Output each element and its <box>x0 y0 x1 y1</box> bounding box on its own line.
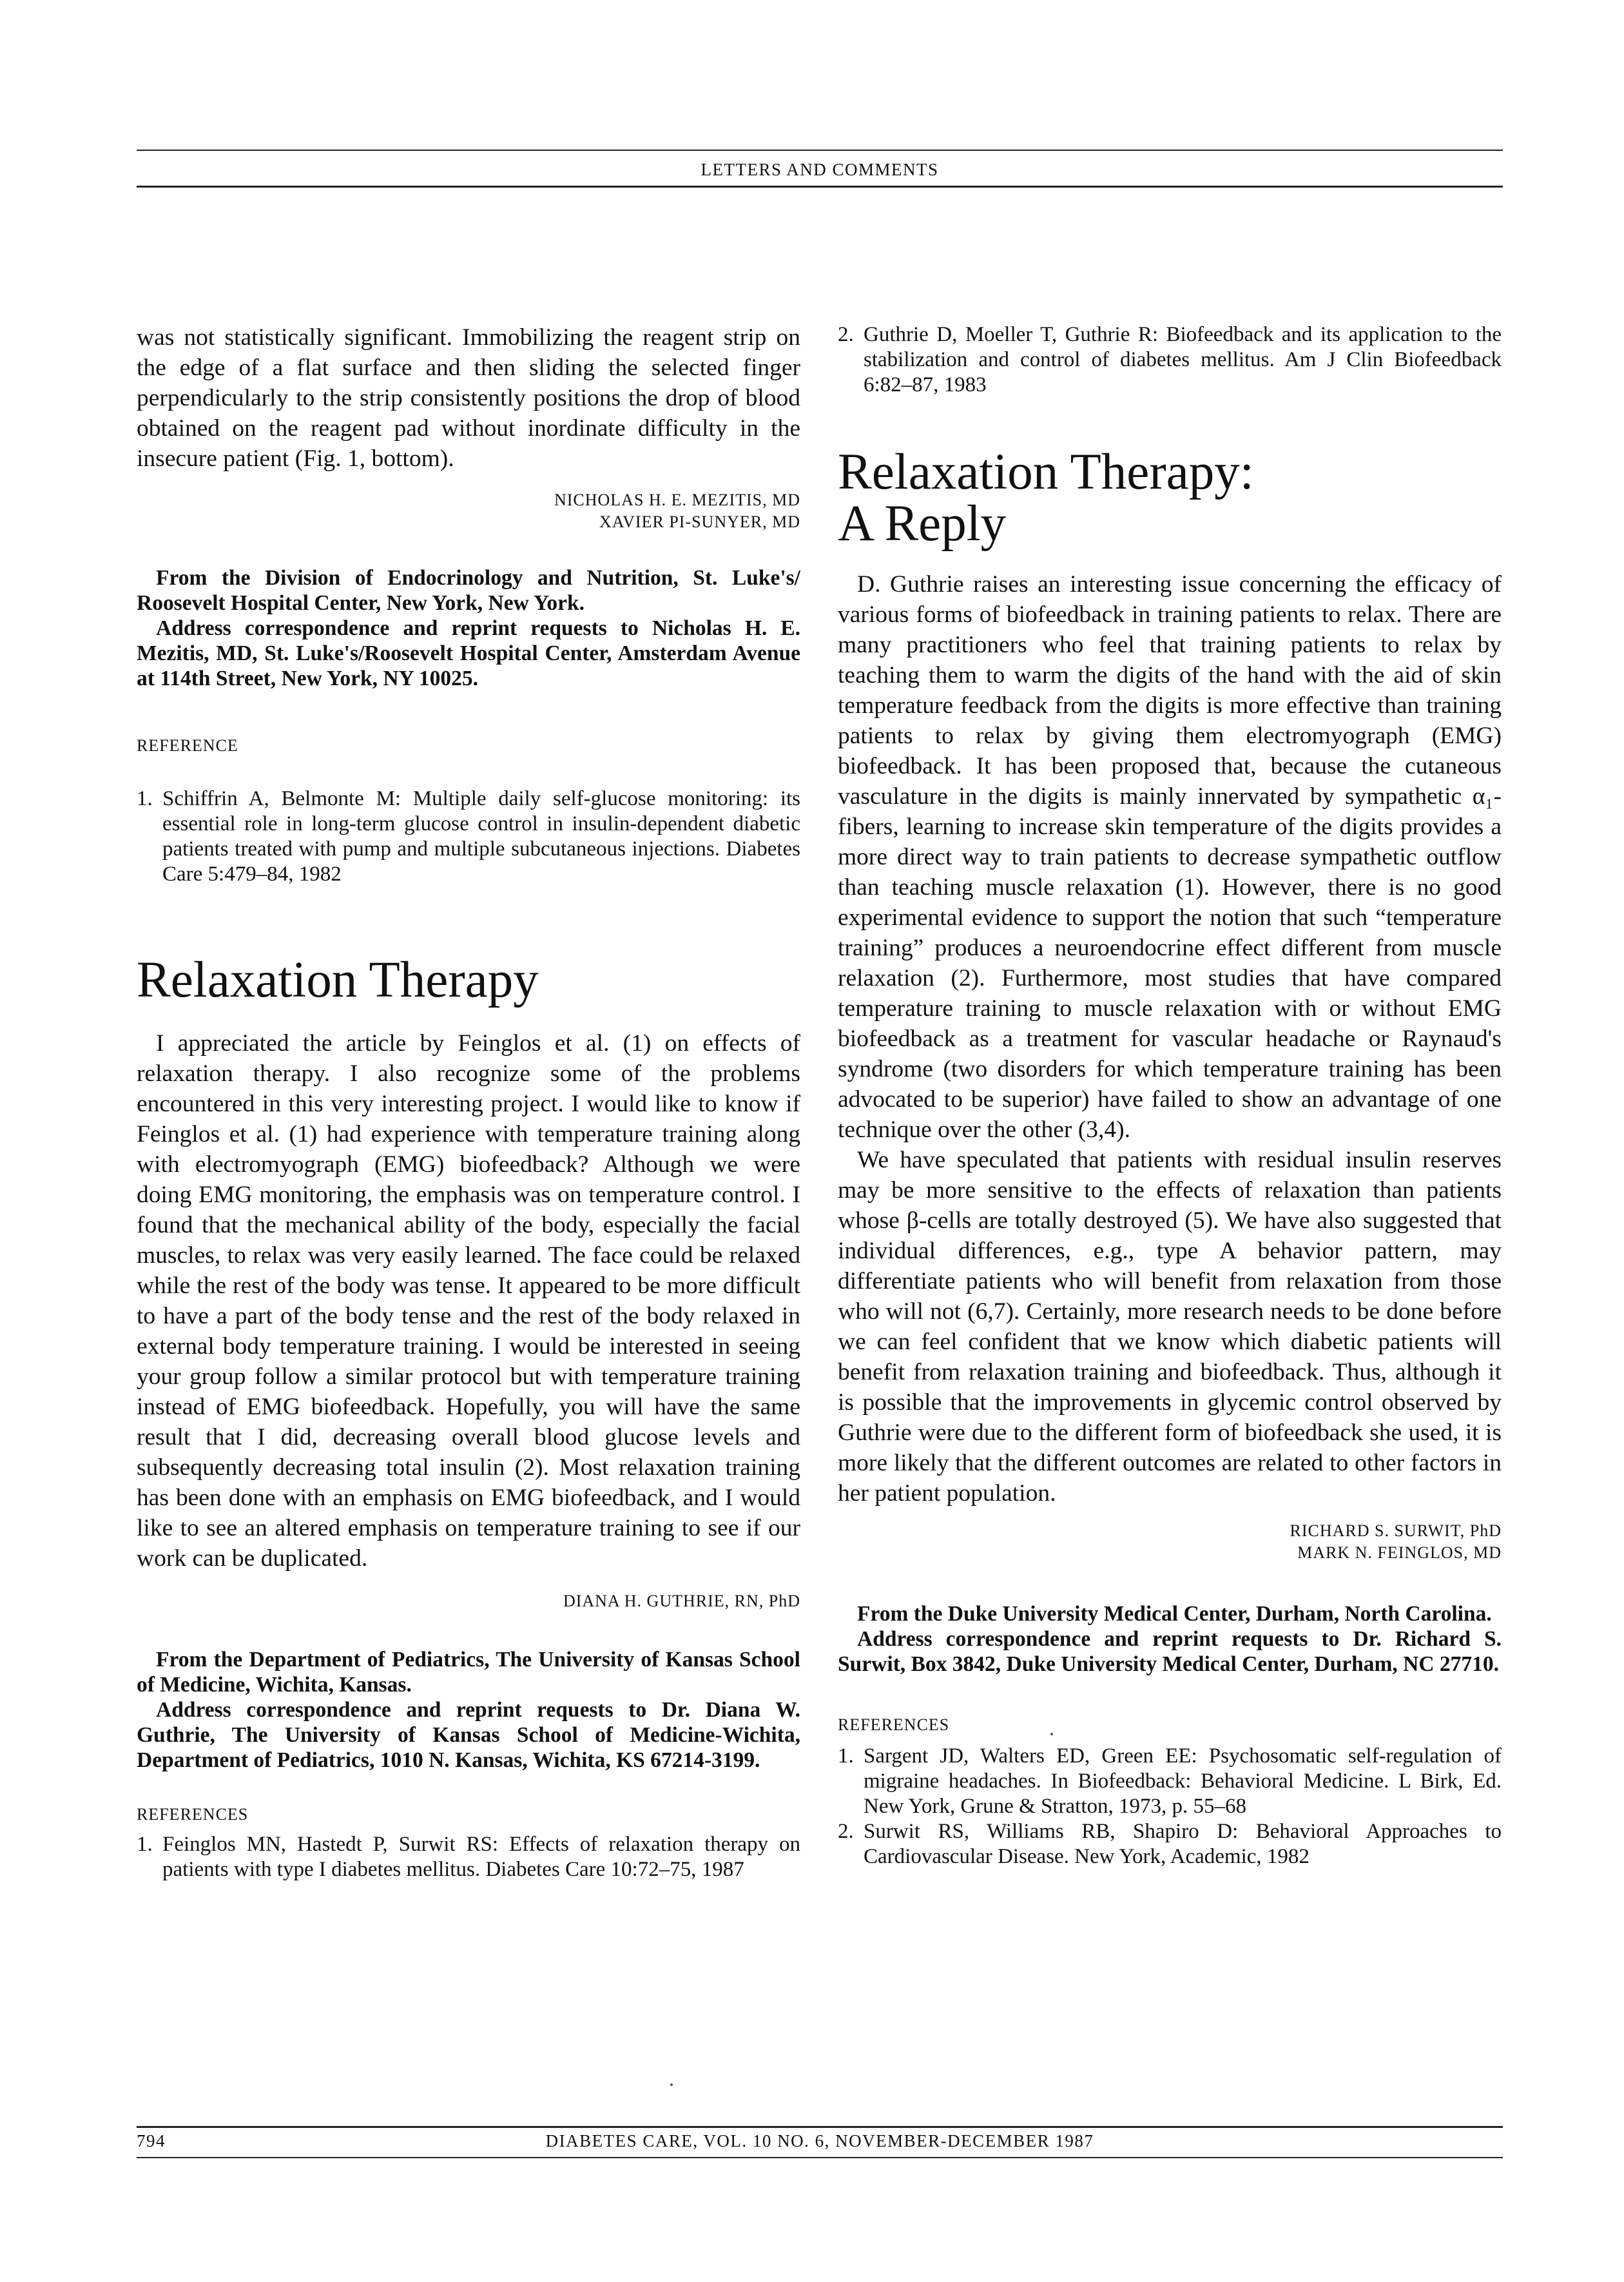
reference-number: 1. <box>137 1833 153 1856</box>
reference-item <box>137 786 800 887</box>
reference-text: Sargent JD, Walters ED, Green EE: Psychosomatic self-regulation of migraine headaches. In Biofeedback: Behavioral Medicine. L Birk, Ed. New York, Grune & Stratton, 1973, p. 55–68 <box>864 1744 1502 1818</box>
reply-paragraph: We have speculated that patients with residual insulin reserves may be more sensitive to the effects of relaxation than patients whose β-cells are totally destroyed (5). We have also suggested that individual differences, e.g., type A behavior pattern, may differentiate patients who will benefit from relaxation from those who will not (6,7). Certainly, more research needs to be done before we can feel confident that we know which diabetic patients will benefit from relaxation training and biofeedback. Thus, although it is possible that the improvements in glycemic control observed by Guthrie were due to the different form of biofeedback she used, it is more likely that the different outcomes are related to other factors in her patient population. <box>838 1147 1502 1507</box>
references-heading: REFERENCES <box>137 1805 249 1824</box>
header-top-rule <box>137 150 1503 151</box>
footer-bottom-rule <box>137 2157 1503 2158</box>
signature-line: XAVIER PI-SUNYER, MD <box>599 512 800 531</box>
letter-body: I appreciated the article by Feinglos et al. (1) on effects of relaxation therapy. I also recognize some of the problems encountered in this very interesting project. I would like to know if Feinglos et al. (1) had experience with temperature training along with electromyograph (EMG) biofeedback? Although we were doing EMG monitoring, the emphasis was on temperature control. I found that the mechanical ability of the body, especially the facial muscles, to relax was very easily learned. The face could be relaxed while the rest of the body was tense. It appeared to be more difficult to have a part of the body tense and the rest of the body relaxed in external body temperature training. I would be interested in seeing your group follow a similar protocol but with temperature training instead of EMG biofeedback. Hopefully, you will have the same result that I did, decreasing overall blood glucose levels and subsequently decreasing total insulin (2). Most relaxation training has been done with an emphasis on EMG biofeedback, and I would like to see an altered emphasis on temperature training to see if our work can be duplicated. <box>137 1030 800 1572</box>
reference-list <box>838 322 1502 398</box>
reference-item <box>137 1832 800 1882</box>
left-column <box>137 322 800 1882</box>
reference-number: 2. <box>838 1820 854 1843</box>
author-affiliation <box>137 565 800 691</box>
letter-affiliation <box>137 1647 800 1773</box>
footer-rule <box>137 2126 1503 2128</box>
affiliation-paragraph: From the Division of Endocrinology and Nutrition, St. Luke's/ Roosevelt Hospital Center, New York, New York. <box>137 566 800 615</box>
reply-title-line: A Reply <box>838 496 1007 552</box>
references-heading: REFERENCES <box>838 1715 950 1734</box>
reference-list <box>137 786 800 887</box>
continued-letter-text: was not statistically significant. Immobilizing the reagent strip on the edge of a flat surface and then sliding the selected finger perpendicularly to the strip consistently positions the drop of blood obtained on the reagent pad without inordinate difficulty in the insecure patient (Fig. 1, bottom). <box>137 324 800 472</box>
letter-signature: DIANA H. GUTHRIE, RN, PhD <box>563 1592 800 1610</box>
scan-speck <box>1050 1733 1053 1735</box>
reply-paragraph: D. Guthrie raises an interesting issue concerning the efficacy of various forms of biofeedback in training patients to relax. There are many practitioners who feel that training patients to relax by teaching them to warm the digits of the hand with the aid of skin temperature feedback from the digits is more effective than training patients to relax by giving them electromyograph (EMG) biofeedback. It has been proposed that, because the cutaneous vasculature in the digits is mainly innervated by sympathetic α₁-fibers, learning to increase skin temperature of the digits provides a more direct way to train patients to decrease sympathetic outflow than teaching muscle relaxation (1). However, there is no good experimental evidence to support the notion that such “temperature training” produces a neuroendocrine effect different from muscle relaxation (2). Furthermore, most studies that have compared temperature training to muscle relaxation with or without EMG biofeedback as a treatment for vascular headache or Raynaud's syndrome (two disorders for which temperature training has been advocated to be superior) have failed to show an advantage of one technique over the other (3,4). <box>838 571 1502 1143</box>
reference-item <box>838 322 1502 398</box>
reference-item <box>838 1744 1502 1819</box>
reference-item <box>838 1819 1502 1869</box>
reference-list <box>137 1832 800 1882</box>
reference-text: Feinglos MN, Hastedt P, Surwit RS: Effects of relaxation therapy on patients with type I diabetes mellitus. Diabetes Care 10:72–75, 1987 <box>162 1833 800 1881</box>
reference-number: 1. <box>137 787 153 810</box>
correspondence-paragraph: Address correspondence and reprint requests to Dr. Diana W. Guthrie, The University of Kansas School of Medicine-Wichita, Department of Pediatrics, 1010 N. Kansas, Wichita, KS 67214-3199. <box>137 1698 800 1772</box>
running-head: LETTERS AND COMMENTS <box>701 160 939 179</box>
reply-title-line: Relaxation Therapy: <box>838 444 1254 500</box>
affiliation-paragraph: From the Duke University Medical Center, Durham, North Carolina. <box>857 1602 1492 1626</box>
reply-title <box>838 444 1502 552</box>
reference-list <box>838 1744 1502 1869</box>
signature-line: RICHARD S. SURWIT, PhD <box>1290 1521 1502 1540</box>
reference-text: Guthrie D, Moeller T, Guthrie R: Biofeedback and its application to the stabilization and control of diabetes mellitus. Am J Clin Biofeedback 6:82–87, 1983 <box>864 323 1502 396</box>
letter-signatures <box>137 489 800 533</box>
reference-heading: REFERENCE <box>137 736 238 755</box>
reference-number: 2. <box>838 323 854 346</box>
reply-signatures <box>838 1520 1502 1564</box>
reference-text: Surwit RS, Williams RB, Shapiro D: Behavioral Approaches to Cardiovascular Disease. New York, Academic, 1982 <box>864 1820 1502 1868</box>
affiliation-paragraph: From the Department of Pediatrics, The University of Kansas School of Medicine, Wichita, Kansas. <box>137 1648 800 1697</box>
correspondence-paragraph: Address correspondence and reprint requests to Nicholas H. E. Mezitis, MD, St. Luke's/Roosevelt Hospital Center, Amsterdam Avenue at 114th Street, New York, NY 10025. <box>137 616 800 690</box>
signature-line: NICHOLAS H. E. MEZITIS, MD <box>554 491 800 509</box>
letter-title: Relaxation Therapy <box>137 952 539 1008</box>
page-number: 794 <box>137 2131 166 2150</box>
page-footer <box>137 2131 1503 2151</box>
reply-affiliation <box>838 1601 1502 1677</box>
scan-speck <box>670 2083 673 2086</box>
reference-text: Schiffrin A, Belmonte M: Multiple daily self-glucose monitoring: its essential role in long-term glucose control in insulin-dependent diabetic patients treated with pump and multiple subcutaneous injections. Diabetes Care 5:479–84, 1982 <box>162 787 800 886</box>
header-bottom-rule <box>137 186 1503 188</box>
correspondence-paragraph: Address correspondence and reprint requests to Dr. Richard S. Surwit, Box 3842, Duke University Medical Center, Durham, NC 27710. <box>838 1627 1502 1676</box>
journal-citation: DIABETES CARE, VOL. 10 NO. 6, NOVEMBER-DECEMBER 1987 <box>545 2131 1094 2150</box>
right-column <box>838 322 1502 1869</box>
signature-line: MARK N. FEINGLOS, MD <box>1297 1543 1502 1562</box>
reference-number: 1. <box>838 1744 854 1768</box>
